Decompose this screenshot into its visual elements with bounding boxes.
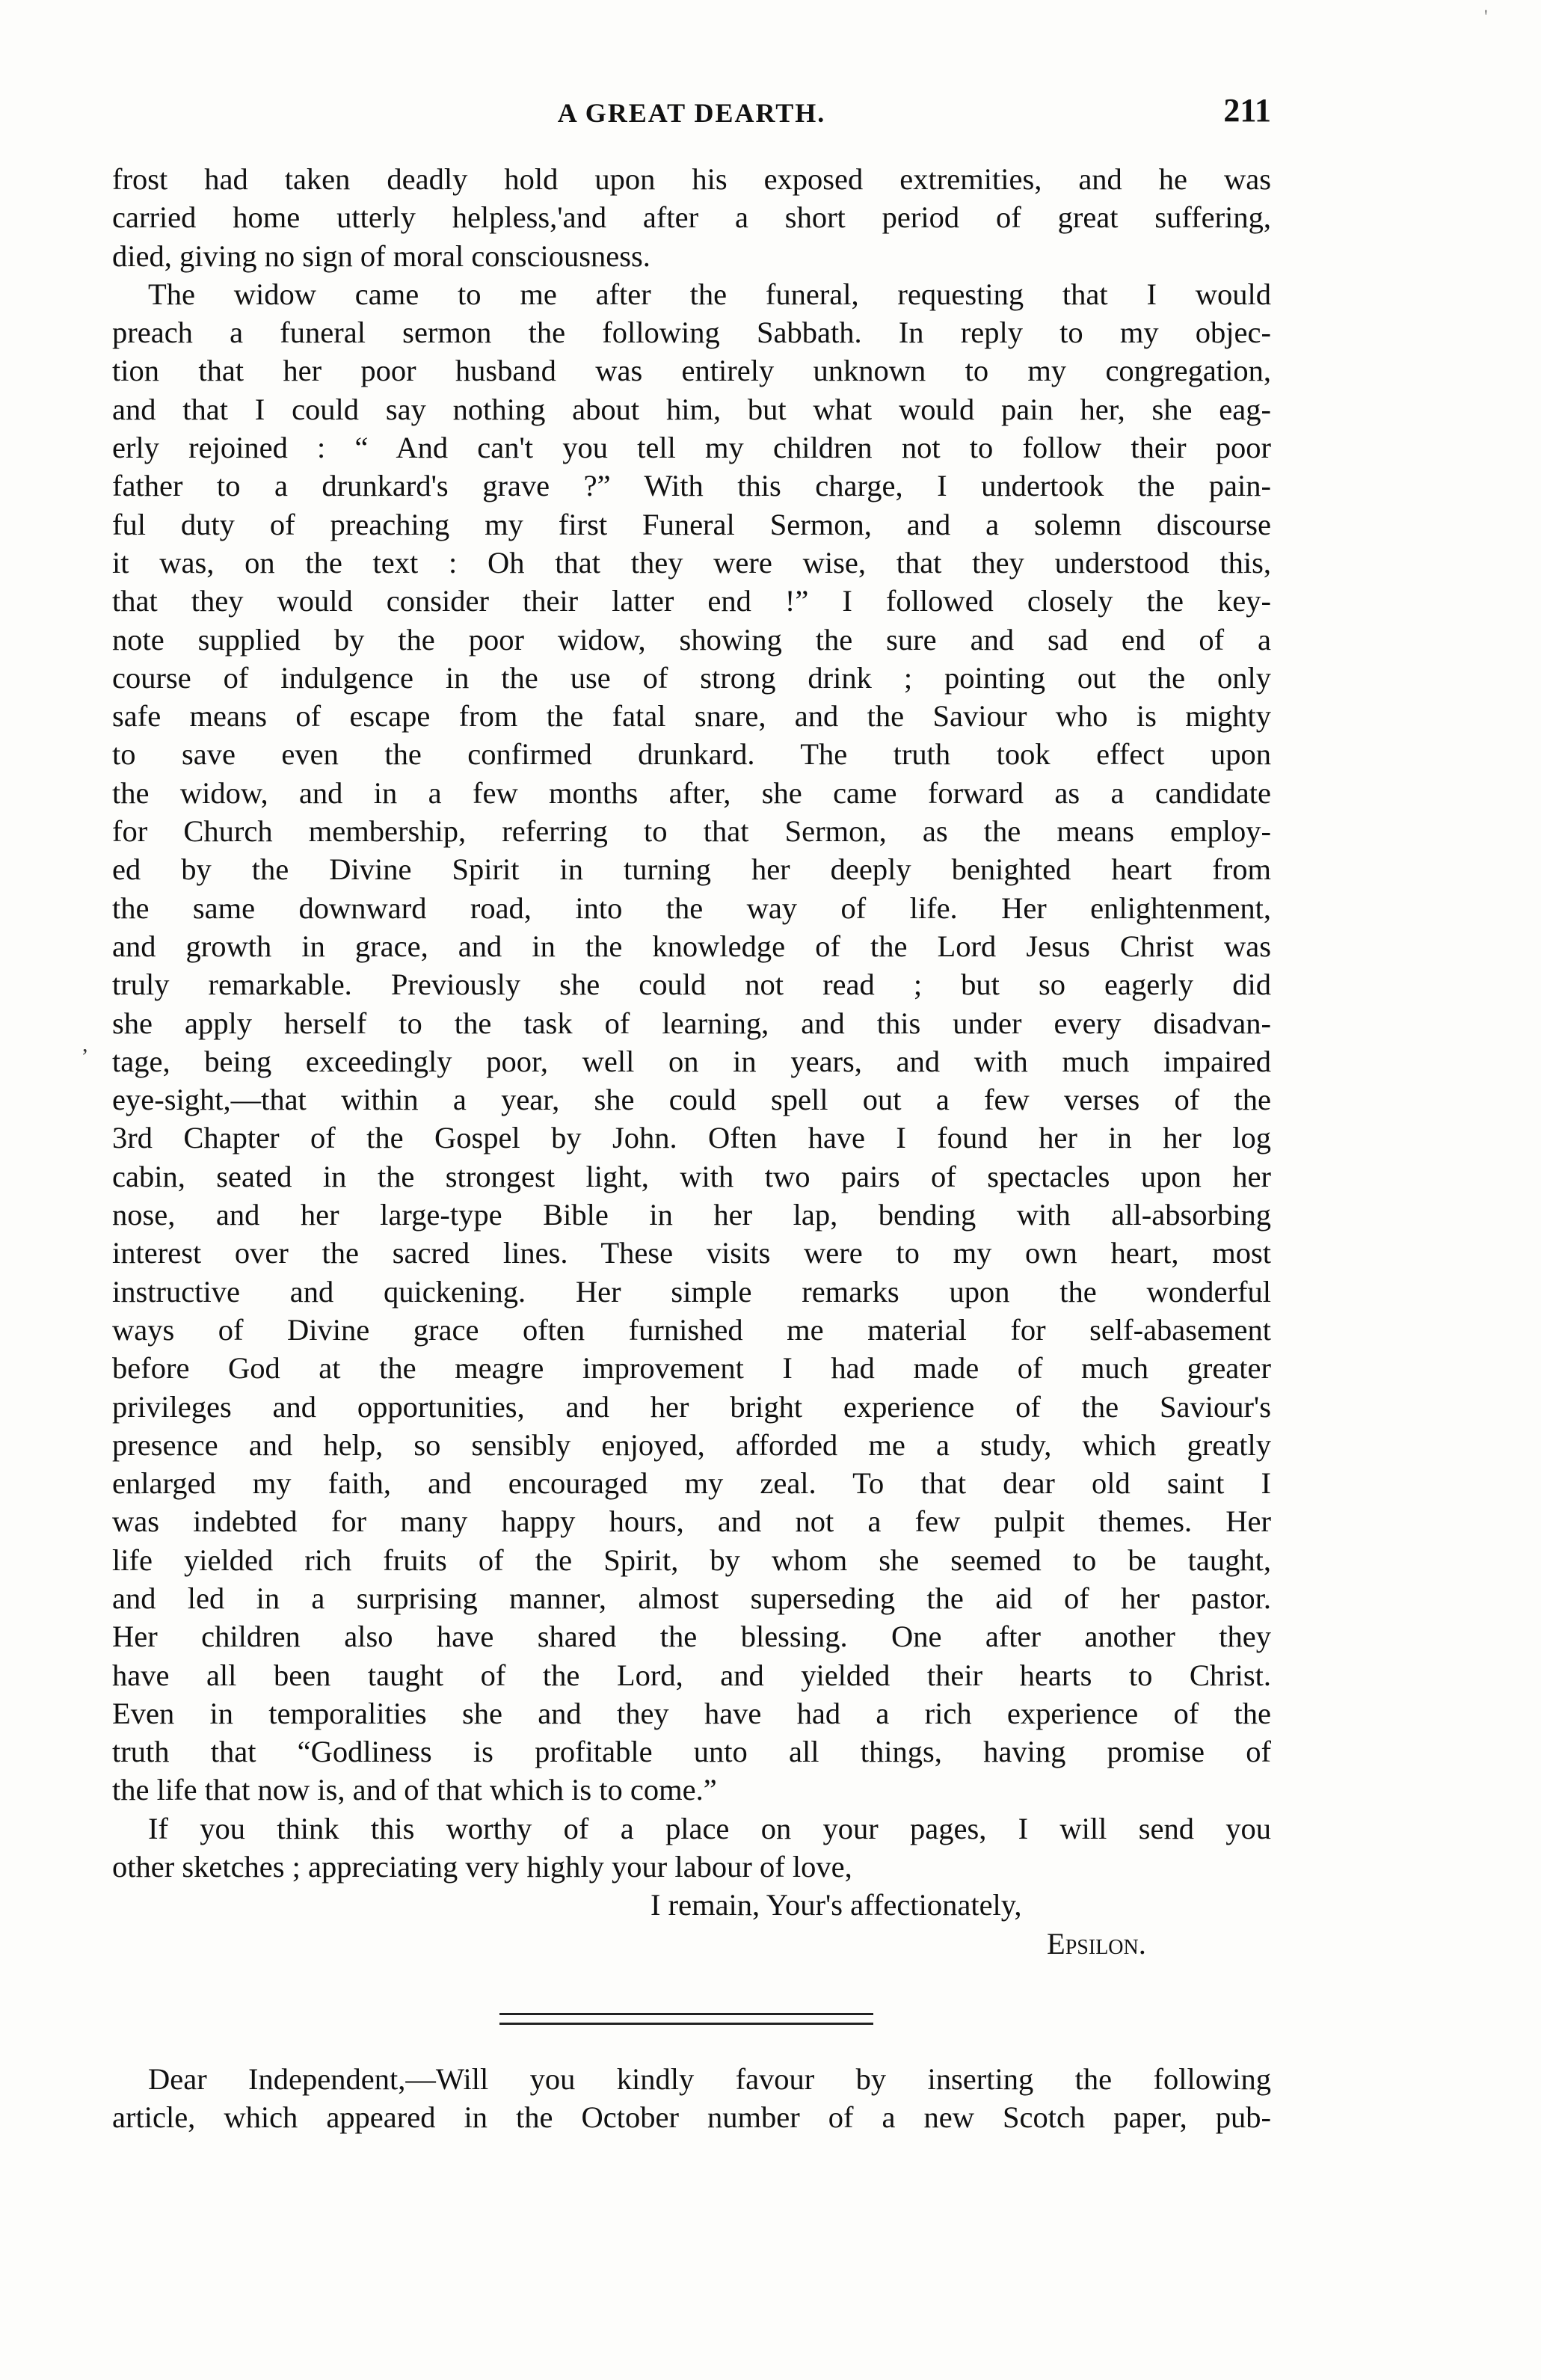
text-line: nose, and her large-type Bible in her lap, bending with all-absorbing — [112, 1198, 1271, 1232]
text-line: instructive and quickening. Her simple remarks upon the wonderful — [112, 1274, 1271, 1309]
margin-mark: , — [82, 1032, 88, 1057]
text-line: truth that “Godliness is profitable unto all things, having promise of — [112, 1735, 1271, 1769]
text-line: and growth in grace, and in the knowledge of the Lord Jesus Christ was — [112, 929, 1271, 963]
text-line: ed by the Divine Spirit in turning her deeply benighted heart from — [112, 852, 1271, 887]
text-line: safe means of escape from the fatal snare, and the Saviour who is mighty — [112, 699, 1271, 734]
text-line: have all been taught of the Lord, and yielded their hearts to Christ. — [112, 1658, 1271, 1692]
text-line: ways of Divine grace often furnished me material for self-abasement — [112, 1312, 1271, 1347]
text-line: the life that now is, and of that which is to come.” — [112, 1773, 717, 1807]
text-line: father to a drunkard's grave ?” With this charge, I undertook the pain- — [112, 469, 1271, 503]
next-article-intro — [112, 2060, 1271, 2137]
text-line: and that I could say nothing about him, but what would pain her, she eag- — [112, 392, 1271, 426]
text-line: note supplied by the poor widow, showing the sure and sad end of a — [112, 622, 1271, 657]
text-line: she apply herself to the task of learning, and this under every disadvan- — [112, 1006, 1271, 1040]
page-number: 211 — [1223, 92, 1271, 129]
text-line: for Church membership, referring to that Sermon, as the means employ- — [112, 814, 1271, 849]
text-line: privileges and opportunities, and her bright experience of the Saviour's — [112, 1389, 1271, 1424]
text-line: ful duty of preaching my first Funeral Sermon, and a solemn discourse — [112, 507, 1271, 541]
text-line: the same downward road, into the way of life. Her enlightenment, — [112, 891, 1271, 925]
text-line: erly rejoined : “ And can't you tell my children not to follow their poor — [112, 431, 1271, 465]
text-line: Even in temporalities she and they have had a rich experience of the — [112, 1696, 1271, 1730]
page-header — [112, 91, 1271, 136]
text-line: died, giving no sign of moral consciousness. — [112, 239, 650, 273]
text-line: the widow, and in a few months after, she came forward as a candidate — [112, 775, 1271, 810]
text-line: to save even the confirmed drunkard. The truth took effect upon — [112, 737, 1271, 772]
text-line: eye-sight,—that within a year, she could spell out a few verses of the — [112, 1083, 1271, 1117]
section-divider — [499, 2013, 873, 2032]
text-line: article, which appeared in the October number of a new Scotch paper, pub- — [112, 2100, 1271, 2135]
text-line: frost had taken deadly hold upon his exposed extremities, and he was — [112, 162, 1271, 196]
text-line: presence and help, so sensibly enjoyed, afforded me a study, which greatly — [112, 1427, 1271, 1462]
closing-salutation: I remain, Your's affectionately, — [650, 1888, 1022, 1922]
text-line: tion that her poor husband was entirely unknown to my congregation, — [112, 354, 1271, 388]
text-line: Dear Independent,—Will you kindly favour by inserting the following — [148, 2062, 1271, 2096]
signature: Epsilon. — [1047, 1926, 1146, 1961]
text-line: was indebted for many happy hours, and not a few pulpit themes. Her — [112, 1504, 1271, 1539]
corner-mark: ' — [1484, 6, 1488, 28]
text-line: before God at the meagre improvement I had made of much greater — [112, 1351, 1271, 1386]
text-line: truly remarkable. Previously she could not read ; but so eagerly did — [112, 968, 1271, 1002]
text-line: other sketches ; appreciating very highly your labour of love, — [112, 1850, 852, 1884]
text-line: The widow came to me after the funeral, requesting that I would — [148, 277, 1271, 311]
text-line: cabin, seated in the strongest light, with two pairs of spectacles upon her — [112, 1159, 1271, 1193]
text-line: carried home utterly helpless,'and after a short period of great suffering, — [112, 200, 1271, 235]
text-line: enlarged my faith, and encouraged my zeal. To that dear old saint I — [112, 1466, 1271, 1501]
text-line: preach a funeral sermon the following Sabbath. In reply to my objec- — [112, 316, 1271, 350]
text-line: that they would consider their latter end !” I followed closely the key- — [112, 584, 1271, 618]
text-line: 3rd Chapter of the Gospel by John. Often have I found her in her log — [112, 1121, 1271, 1155]
text-line: interest over the sacred lines. These visits were to my own heart, most — [112, 1236, 1271, 1270]
text-line: course of indulgence in the use of strong drink ; pointing out the only — [112, 660, 1271, 695]
text-line: it was, on the text : Oh that they were wise, that they understood this, — [112, 545, 1271, 579]
body-text — [112, 160, 1271, 1963]
divider-rule — [499, 2013, 873, 2015]
text-line: life yielded rich fruits of the Spirit, by whom she seemed to be taught, — [112, 1543, 1271, 1577]
text-line: tage, being exceedingly poor, well on in years, and with much impaired — [112, 1044, 1271, 1078]
text-line: and led in a surprising manner, almost superseding the aid of her pastor. — [112, 1581, 1271, 1615]
divider-rule — [499, 2023, 873, 2025]
text-line: If you think this worthy of a place on your pages, I will send you — [148, 1811, 1271, 1845]
running-title: A GREAT DEARTH. — [557, 98, 826, 128]
text-line: Her children also have shared the blessing. One after another they — [112, 1620, 1271, 1654]
